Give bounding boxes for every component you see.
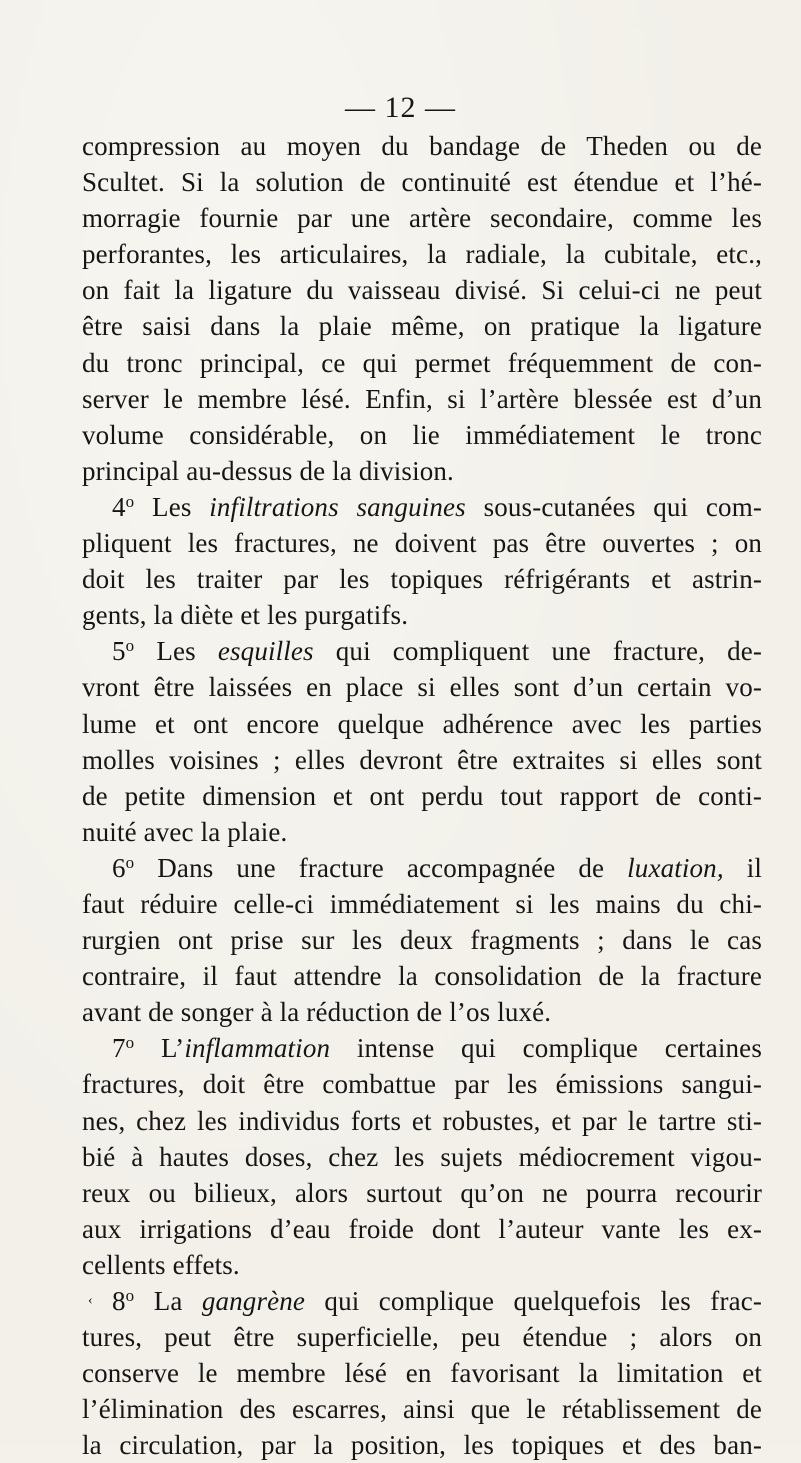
stray-mark: ‹	[88, 1293, 93, 1308]
italic-term: esquilles	[217, 636, 314, 667]
item-number: 5	[112, 636, 126, 667]
paragraph-6-first-line	[82, 850, 762, 886]
text-line: molles voisines ; elles devront être extraites si elles sont	[82, 744, 762, 775]
paragraph-8-first-line	[82, 1283, 762, 1319]
text-run: qui complique quelquefois les frac-	[305, 1286, 762, 1316]
text-line: tures, peut être superficielle, peu étendue ; alors on	[82, 1322, 762, 1353]
degree-mark: o	[125, 491, 135, 511]
text-line: avant de songer à la réduction de l’os luxé.	[82, 997, 552, 1028]
text-line: faut réduire celle-ci immédiatement si les mains du chi-	[82, 888, 762, 919]
degree-mark: o	[125, 636, 135, 656]
text-line: volume considérable, on lie immédiatement le tronc	[82, 419, 762, 450]
text-line: gents, la diète et les purgatifs.	[82, 600, 409, 631]
degree-mark: o	[125, 1033, 135, 1053]
text-line: reux ou bilieux, alors surtout qu’on ne pourra recourir	[82, 1177, 762, 1208]
text-line: nuité avec la plaie.	[82, 816, 288, 847]
text-run: La	[134, 1286, 202, 1316]
item-number: 8	[112, 1286, 126, 1316]
text-line: morragie fournie par une artère secondaire, comme les	[82, 203, 762, 234]
text-line: Scultet. Si la solution de continuité est étendue et l’hé-	[82, 167, 762, 198]
text-run: il	[723, 852, 763, 883]
degree-mark: o	[125, 852, 135, 872]
text-line: contraire, il faut attendre la consolidation de la fracture	[82, 961, 762, 992]
text-line: la circulation, par la position, les topiques et des ban-	[82, 1430, 762, 1461]
text-line: être saisi dans la plaie même, on pratique la ligature	[82, 311, 762, 342]
paragraph-5-first-line	[82, 633, 762, 669]
text-line: du tronc principal, ce qui permet fréquemment de con-	[82, 347, 762, 378]
text-line: doit les traiter par les topiques réfrigérants et astrin-	[82, 564, 762, 595]
text-run: sous-cutanées qui com-	[465, 491, 762, 522]
text-run: qui compliquent une fracture, de-	[313, 636, 762, 667]
text-line: l’élimination des escarres, ainsi que le rétablissement de	[82, 1394, 762, 1425]
paragraph-4-first-line	[82, 489, 762, 525]
item-number: 7	[112, 1033, 126, 1064]
text-line: perforantes, les articulaires, la radiale, la cubitale, etc.,	[82, 239, 762, 270]
italic-term: inflammation	[184, 1033, 331, 1064]
text-line: principal au-dessus de la division.	[82, 455, 454, 486]
text-line: bié à hautes doses, chez les sujets médiocrement vigou-	[82, 1141, 762, 1172]
item-number: 6	[112, 852, 126, 883]
text-line: fractures, doit être combattue par les émissions sangui-	[82, 1069, 762, 1100]
page-number: — 12 —	[345, 91, 456, 124]
italic-term: infiltrations sanguines	[209, 491, 466, 522]
text-line: lume et ont encore quelque adhérence avec les parties	[82, 708, 762, 739]
text-line: pliquent les fractures, ne doivent pas être ouvertes ; on	[82, 528, 762, 559]
text-run: intense qui complique certaines	[330, 1033, 762, 1064]
text-line: server le membre lésé. Enfin, si l’artère blessée est d’un	[82, 383, 762, 414]
text-line: aux irrigations d’eau froide dont l’auteur vante les ex-	[82, 1213, 762, 1244]
paragraph-7-first-line	[82, 1030, 762, 1066]
degree-mark: o	[125, 1286, 135, 1305]
text-line: conserve le membre lésé en favorisant la limitation et	[82, 1358, 762, 1389]
text-line: on fait la ligature du vaisseau divisé. Si celui-ci ne peut	[82, 275, 762, 306]
italic-term: luxation,	[627, 852, 724, 883]
text-line: rurgien ont prise sur les deux fragments ; dans le cas	[82, 925, 762, 956]
text-line: vront être laissées en place si elles sont d’un certain vo-	[82, 672, 762, 703]
body-text	[82, 128, 762, 1463]
text-line: de petite dimension et ont perdu tout rapport de conti-	[82, 780, 762, 811]
text-run: Les	[134, 636, 218, 667]
text-line: nes, chez les individus forts et robustes, et par le tartre sti-	[82, 1105, 762, 1136]
text-run: L’	[134, 1033, 185, 1064]
text-line: cellents effets.	[82, 1249, 240, 1280]
text-run: Dans une fracture accompagnée de	[134, 852, 628, 883]
text-line: compression au moyen du bandage de Theden ou de	[82, 131, 762, 161]
item-number: 4	[112, 491, 126, 522]
text-run: Les	[134, 491, 210, 522]
italic-term: gangrène	[201, 1286, 306, 1316]
